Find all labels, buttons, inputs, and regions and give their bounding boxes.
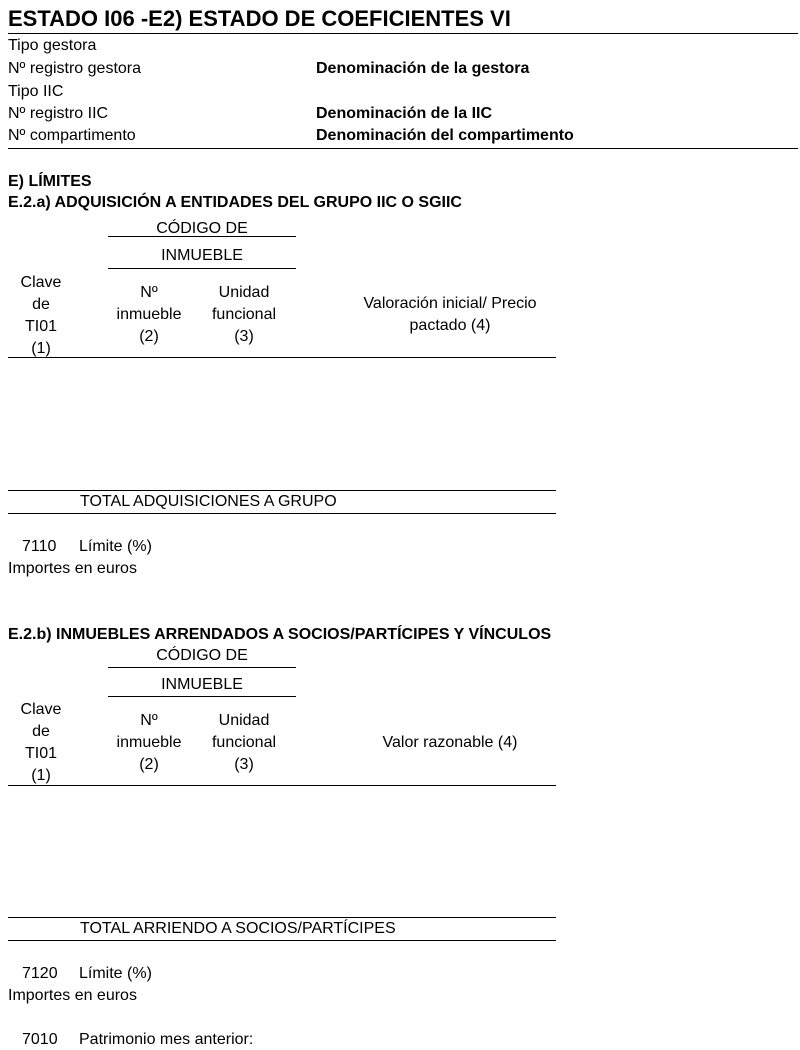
section-a-group-header-rule-top (108, 236, 296, 237)
field-value-denominacion-gestora: Denominación de la gestora (316, 60, 530, 77)
section-a-limit-label: Límite (%) (79, 538, 152, 555)
section-a-group-header-clipped: CÓDIGO DE (156, 220, 248, 237)
section-b-group-header-clipped: CÓDIGO DE (156, 647, 248, 664)
section-b-col-unidad: Unidad funcional (3) (211, 712, 277, 773)
section-a-col-inmueble: Nº inmueble (2) (116, 284, 182, 345)
section-a-total-rule-top (8, 490, 556, 491)
title-underline (8, 33, 798, 34)
section-b-col-inmueble: Nº inmueble (2) (116, 712, 182, 773)
section-b-group-header-rule (108, 696, 296, 697)
section-b-total-label: TOTAL ARRIENDO A SOCIOS/PARTÍCIPES (80, 920, 396, 937)
section-a-limit-code: 7110 (22, 538, 57, 555)
section-a-total-label: TOTAL ADQUISICIONES A GRUPO (80, 493, 337, 510)
header-bottom-rule (8, 148, 798, 149)
section-b-group-header: INMUEBLE (161, 676, 243, 693)
field-label-tipo-iic: Tipo IIC (8, 83, 64, 100)
section-a-col-valoracion: Valoración inicial/ Precio pactado (4) (363, 295, 537, 334)
section-a-group-header: INMUEBLE (161, 247, 243, 264)
section-a-header-rule (8, 357, 556, 358)
section-a-importes: Importes en euros (8, 560, 137, 577)
field-label-registro-iic: Nº registro IIC (8, 105, 109, 122)
footer-label: Patrimonio mes anterior: (79, 1031, 254, 1048)
footer-code: 7010 (22, 1031, 58, 1048)
section-b-importes: Importes en euros (8, 987, 137, 1004)
section-b-total-rule-bottom (8, 940, 556, 941)
section-a-group-header-rule (108, 268, 296, 269)
section-b-limit-label: Límite (%) (79, 965, 152, 982)
section-a-col-unidad: Unidad funcional (3) (211, 284, 277, 345)
section-b-group-header-rule-top (108, 667, 296, 668)
limites-title: E) LÍMITES (8, 173, 92, 190)
section-a-title: E.2.a) ADQUISICIÓN A ENTIDADES DEL GRUPO IIC O SGIIC (8, 194, 462, 211)
section-a-col-clave: Clave de TI01 (1) (20, 274, 62, 357)
section-b-title: E.2.b) INMUEBLES ARRENDADOS A SOCIOS/PARTÍCIPES Y VÍNCULOS (8, 626, 552, 643)
section-b-limit-code: 7120 (22, 965, 58, 982)
field-value-denominacion-iic: Denominación de la IIC (316, 105, 493, 122)
section-b-header-rule (8, 785, 556, 786)
section-b-total-rule-top (8, 917, 556, 918)
section-b-col-valor-razonable: Valor razonable (4) (382, 734, 518, 751)
field-value-denominacion-compartimento: Denominación del compartimento (316, 127, 574, 144)
field-label-registro-gestora: Nº registro gestora (8, 60, 142, 77)
section-b-col-clave: Clave de TI01 (1) (20, 701, 62, 784)
field-label-tipo-gestora: Tipo gestora (8, 37, 97, 54)
field-label-compartimento: Nº compartimento (8, 127, 136, 144)
section-a-total-rule-bottom (8, 513, 556, 514)
page-title: ESTADO I06 -E2) ESTADO DE COEFICIENTES VI (8, 6, 511, 31)
